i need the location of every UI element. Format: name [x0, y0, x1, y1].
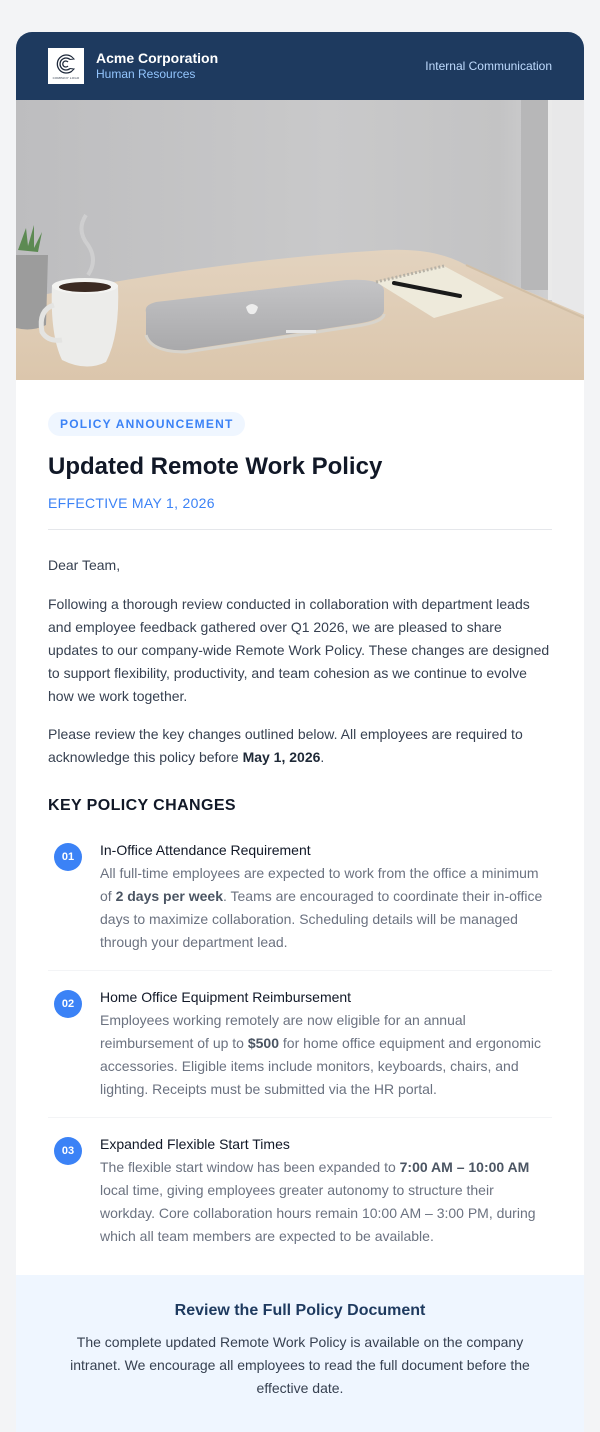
paragraph-text: Please review the key changes outlined below. All employees are required to acknowledge this policy before [48, 726, 523, 765]
policy-changes-list [48, 830, 552, 1264]
item-description [100, 1156, 552, 1248]
item-number-badge: 03 [54, 1137, 82, 1165]
email-card [16, 32, 584, 1432]
email-content [16, 380, 584, 1264]
item-text: All full-time employees are expected to work from the office a minimum of [100, 865, 539, 904]
item-text: The flexible start window has been expanded to [100, 1159, 400, 1175]
email-header [16, 32, 584, 100]
deadline-date: May 1, 2026 [242, 749, 321, 765]
cta-description: The complete updated Remote Work Policy is available on the company intranet. We encourage all employees to read the full document before the effective date. [70, 1334, 530, 1396]
item-number-badge: 02 [54, 990, 82, 1018]
list-item [48, 830, 552, 971]
item-text: for home office equipment and ergonomic accessories. Eligible items include monitors, keyboards, chairs, and lighting. Receipts must be submitted via the HR portal. [100, 1035, 542, 1097]
greeting: Dear Team, [48, 557, 121, 573]
announcement-badge: POLICY ANNOUNCEMENT [48, 412, 245, 436]
item-description [100, 1009, 552, 1101]
acknowledge-paragraph [48, 723, 552, 769]
item-text: local time, giving employees greater autonomy to structure their workday. Core collaboration hours remain 10:00 AM – 3:00 PM, during which all team members are expected to be available. [100, 1182, 536, 1244]
item-title: Home Office Equipment Reimbursement [100, 989, 352, 1005]
brand [48, 48, 218, 84]
paragraph-text: . [320, 749, 325, 765]
list-item [48, 971, 552, 1118]
cta-title: Review the Full Policy Document [174, 1302, 426, 1319]
item-highlight: 7:00 AM – 10:00 AM [399, 1159, 530, 1175]
company-name: Acme Corporation [96, 50, 219, 66]
section-heading: KEY POLICY CHANGES [48, 797, 236, 814]
item-number-badge: 01 [54, 843, 82, 871]
desk-illustration [16, 100, 584, 380]
header-tagline: Internal Communication [425, 59, 552, 73]
item-text: . Teams are encouraged to coordinate their in-office days to maximize collaboration. Scheduling details will be managed through your department lead. [100, 888, 543, 950]
item-highlight: $500 [247, 1035, 280, 1051]
divider [48, 529, 552, 530]
list-item [48, 1118, 552, 1264]
cta-section [16, 1275, 584, 1432]
item-text: Employees working remotely are now eligible for an annual reimbursement of up to [100, 1012, 466, 1051]
hero-image [16, 100, 584, 380]
page-title: Updated Remote Work Policy [48, 453, 383, 480]
effective-date: EFFECTIVE MAY 1, 2026 [48, 495, 215, 511]
item-title: In-Office Attendance Requirement [100, 842, 311, 858]
logo-c-icon [54, 52, 78, 76]
department-name: Human Resources [96, 67, 196, 81]
item-highlight: 2 days per week [115, 888, 223, 904]
item-description [100, 862, 552, 954]
intro-paragraph: Following a thorough review conducted in collaboration with department leads and employee feedback gathered over Q1 2026, we are pleased to share updates to our company-wide Remote Work Policy. These changes are designed to support flexibility, productivity, and team cohesion as we continue to evolve how we work together. [48, 596, 550, 704]
company-logo [48, 48, 84, 84]
logo-caption: COMPANY LOGO [52, 76, 80, 80]
item-title: Expanded Flexible Start Times [100, 1136, 290, 1152]
